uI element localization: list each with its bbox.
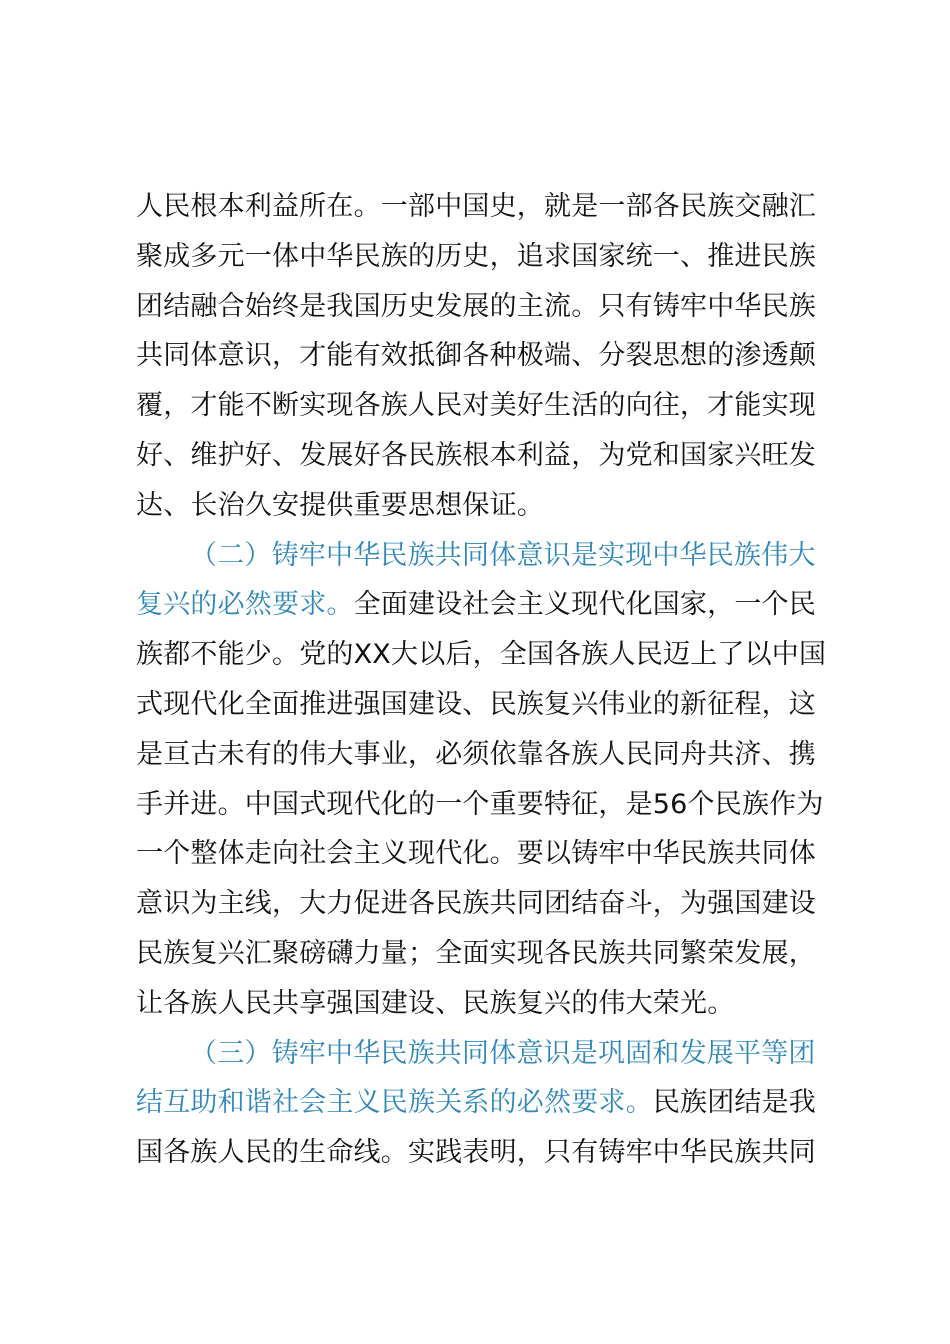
text-line: 式现代化全面推进强国建设、民族复兴伟业的新征程，这 — [136, 688, 816, 720]
paragraph-2 — [136, 531, 836, 1029]
paragraph-3 — [136, 1029, 836, 1178]
text-line: 覆，才能不断实现各族人民对美好生活的向往，才能实现 — [136, 390, 816, 422]
text-line: 国各族人民的生命线。实践表明，只有铸牢中华民族共同 — [136, 1137, 816, 1169]
text-line: 共同体意识，才能有效抵御各种极端、分裂思想的渗透颠 — [136, 340, 816, 372]
section-heading: （二）铸牢中华民族共同体意识是实现中华民族伟大 — [190, 539, 816, 571]
section-heading: 复兴的必然要求。 — [136, 589, 354, 621]
text-line — [136, 580, 836, 630]
section-heading: 结互助和谐社会主义民族关系的必然要求。 — [136, 1087, 653, 1119]
text-line: 族都不能少。党的XX大以后，全国各族人民迈上了以中国 — [136, 639, 827, 671]
line-text: 民族团结是我 — [652, 1087, 817, 1119]
text-line — [136, 1029, 836, 1079]
text-line: 意识为主线，大力促进各民族共同团结奋斗，为强国建设 — [136, 888, 816, 920]
line-text: 全面建设社会主义现代化国家，一个民 — [353, 589, 817, 621]
text-line: 手并进。中国式现代化的一个重要特征，是56个民族作为 — [136, 788, 824, 820]
text-line: 好、维护好、发展好各民族根本利益，为党和国家兴旺发 — [136, 439, 816, 471]
text-line: 达、长治久安提供重要思想保证。 — [136, 489, 544, 521]
paragraph-1 — [136, 182, 836, 531]
document-body — [136, 182, 836, 1178]
text-line: 民族复兴汇聚磅礴力量；全面实现各民族共同繁荣发展， — [136, 937, 816, 969]
text-line: 一个整体走向社会主义现代化。要以铸牢中华民族共同体 — [136, 838, 816, 870]
text-line: 人民根本利益所在。一部中国史，就是一部各民族交融汇 — [136, 191, 816, 222]
text-line: 是亘古未有的伟大事业，必须依靠各族人民同舟共济、携 — [136, 738, 816, 770]
text-line: 聚成多元一体中华民族的历史，追求国家统一、推进民族 — [136, 240, 816, 272]
text-line — [136, 531, 836, 581]
text-line: 团结融合始终是我国历史发展的主流。只有铸牢中华民族 — [136, 290, 816, 322]
section-heading: （三）铸牢中华民族共同体意识是巩固和发展平等团 — [190, 1037, 816, 1069]
text-line: 让各族人民共享强国建设、民族复兴的伟大荣光。 — [136, 987, 735, 1019]
text-line — [136, 1078, 836, 1128]
